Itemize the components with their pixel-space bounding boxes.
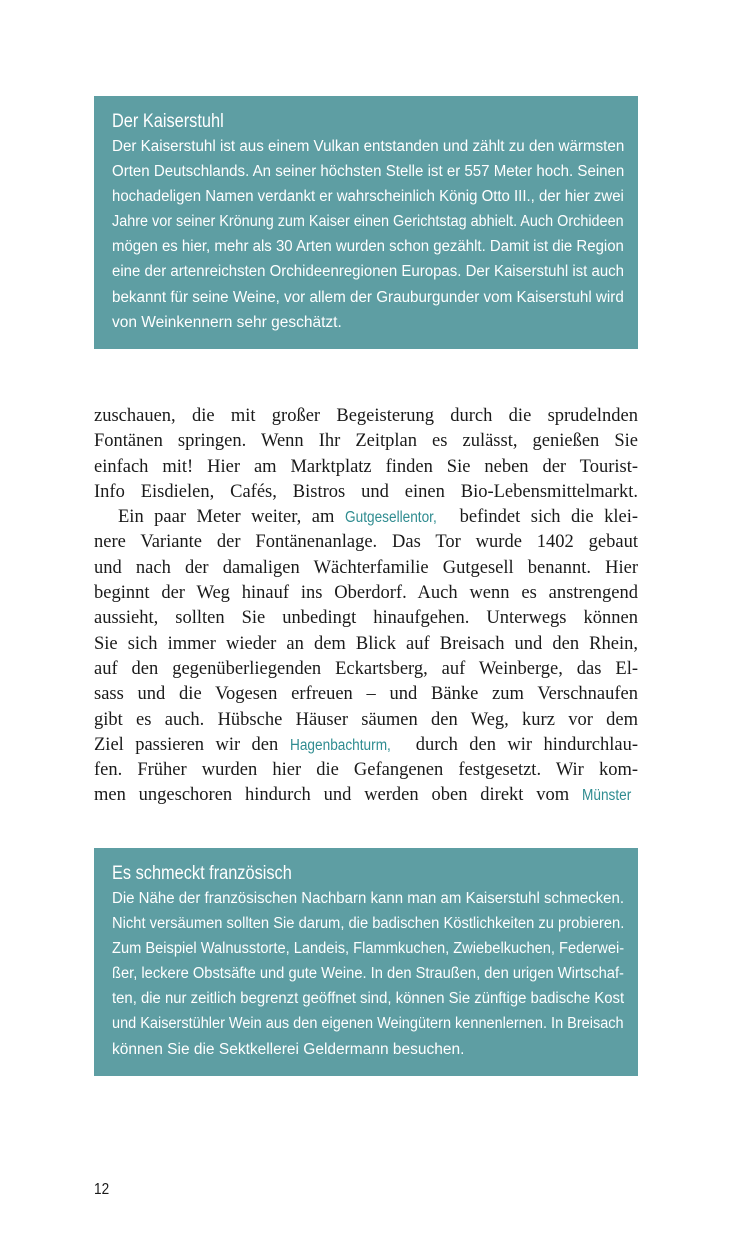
box-title: Es schmeckt französisch: [112, 863, 292, 884]
body-line: Ein paar Meter weiter, am Gutgesellentor, befindet sich die klei-: [94, 505, 638, 530]
box-line: ten, die nur zeitlich begrenzt geöffnet sind, können Sie zünftige badische Kost: [112, 990, 625, 1008]
body-line: Info Eisdielen, Cafés, Bistros und einen Bio-Lebensmittelmarkt.: [94, 481, 638, 502]
info-box-franzoesisch: [94, 848, 638, 1076]
box-text: [112, 886, 638, 1062]
body-line: auf den gegenüberliegenden Eckartsberg, auf Weinberge, das El-: [94, 658, 638, 679]
box-line: eine der artenreichsten Orchideenregionen Europas. Der Kaiserstuhl ist auch: [112, 263, 625, 281]
box-line: mögen es hier, mehr als 30 Arten wurden schon gezählt. Damit ist die Region: [112, 238, 624, 256]
box-line: bekannt für seine Weine, vor allem der Grauburgunder vom Kaiserstuhl wird: [112, 288, 624, 306]
page-number: 12: [94, 1181, 110, 1198]
body-line: Ziel passieren wir den Hagenbachturm, durch den wir hindurchlau-: [94, 733, 638, 758]
box-title: Der Kaiserstuhl: [112, 111, 224, 132]
box-line: hochadeligen Namen verdankt er wahrscheinlich König Otto III., der hier zwei: [112, 188, 624, 206]
body-line: und nach der damaligen Wächterfamilie Gutgesell benannt. Hier: [94, 557, 638, 578]
body-line: men ungeschoren hindurch und werden oben direkt vom Münster: [94, 783, 638, 808]
info-box-kaiserstuhl: [94, 96, 638, 349]
body-line: Fontänen springen. Wenn Ihr Zeitplan es zulässt, genießen Sie: [94, 431, 638, 452]
body-line: beginnt der Weg hinauf ins Oberdorf. Auch wenn es anstrengend: [94, 583, 638, 604]
body-line: sass und die Vogesen erfreuen – und Bänke zum Verschnaufen: [94, 684, 638, 705]
box-line: Der Kaiserstuhl ist aus einem Vulkan entstanden und zählt zu den wärmsten: [112, 138, 625, 155]
body-line: Sie sich immer wieder an dem Blick auf Breisach und den Rhein,: [94, 633, 638, 654]
box-line: Nicht versäumen sollten Sie darum, die badischen Köstlichkeiten zu probieren.: [112, 915, 625, 933]
body-line: einfach mit! Hier am Marktplatz finden Sie neben der Tourist-: [94, 456, 638, 477]
body-line: aussieht, sollten Sie unbedingt hinaufgehen. Unterwegs können: [94, 608, 638, 629]
body-line: nere Variante der Fontänenanlage. Das Tor wurde 1402 gebaut: [94, 532, 638, 553]
body-line: fen. Früher wurden hier die Gefangenen festgesetzt. Wir kom-: [94, 760, 638, 781]
box-line: ßer, leckere Obstsäfte und gute Weine. In den Straußen, den urigen Wirtschaf-: [112, 965, 624, 983]
body-line: gibt es auch. Hübsche Häuser säumen den Weg, kurz vor dem: [94, 709, 638, 730]
box-line: Orten Deutschlands. An seiner höchsten Stelle ist er 557 Meter hoch. Seinen: [112, 163, 625, 181]
box-line: Jahre vor seiner Krönung zum Kaiser einen Gerichtstag abhielt. Auch Orchideen: [112, 213, 624, 231]
box-line: können Sie die Sektkellerei Geldermann besuchen.: [112, 1040, 465, 1058]
body-text: [94, 404, 638, 809]
place-link-muenster: Münster: [582, 787, 632, 805]
place-link-gutgesellentor: Gutgesellentor,: [344, 509, 437, 527]
box-line: Zum Beispiel Walnusstorte, Landeis, Flammkuchen, Zwiebelkuchen, Federwei-: [112, 940, 625, 958]
box-line: und Kaiserstühler Wein aus den eigenen Weingütern kennenlernen. In Breisach: [112, 1015, 624, 1033]
box-line: Die Nähe der französischen Nachbarn kann man am Kaiserstuhl schmecken.: [112, 890, 624, 907]
body-line: zuschauen, die mit großer Begeisterung durch die sprudelnden: [94, 406, 638, 426]
place-link-hagenbachturm: Hagenbachturm,: [289, 736, 391, 754]
box-line: von Weinkennern sehr geschätzt.: [112, 313, 342, 331]
box-text: [112, 134, 638, 335]
